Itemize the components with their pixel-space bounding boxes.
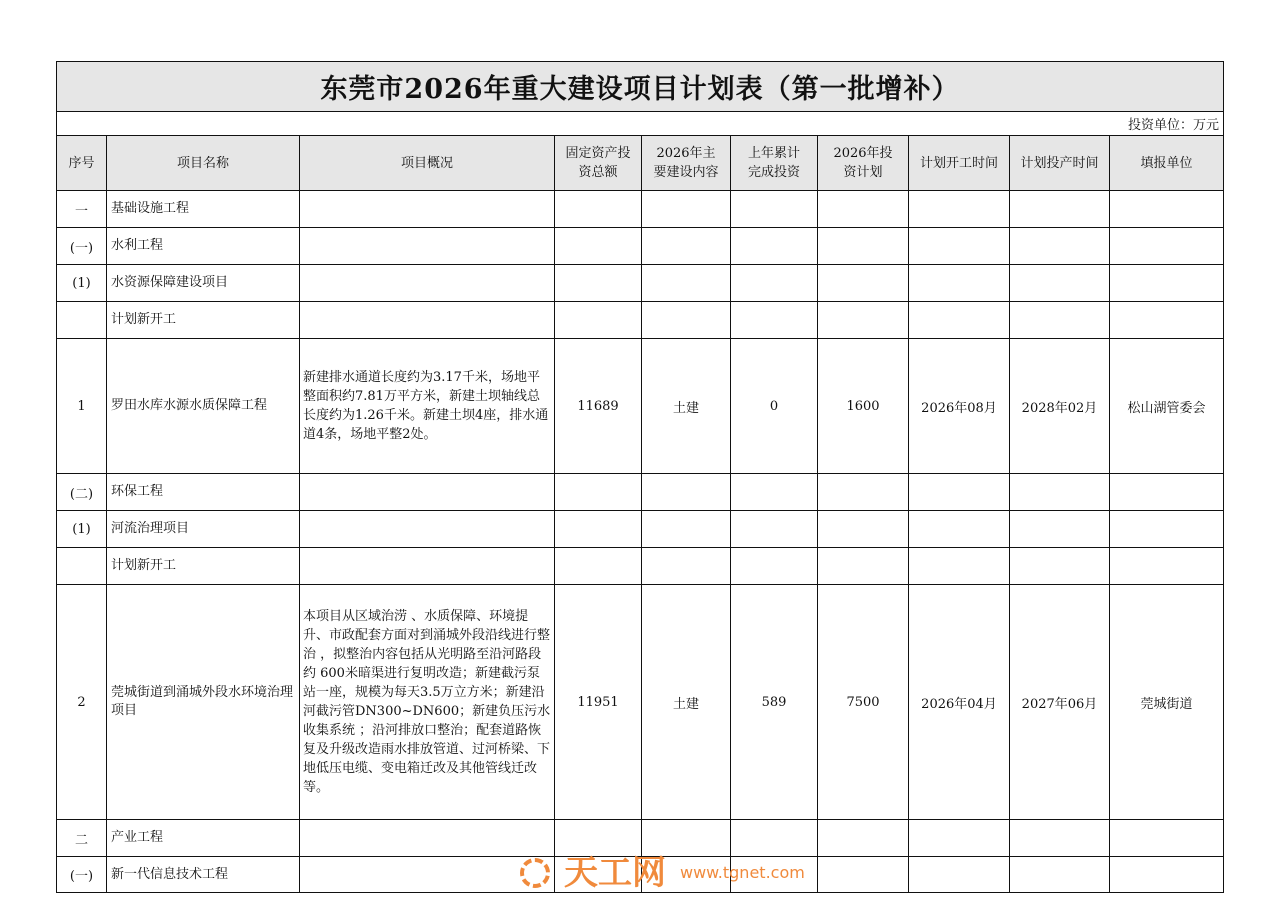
header-cell: 项目名称 bbox=[107, 136, 300, 191]
cell-name: 水利工程 bbox=[107, 228, 300, 265]
cell-total bbox=[555, 511, 642, 548]
cell-no: 二 bbox=[57, 820, 107, 857]
cell-unit: 莞城街道 bbox=[1110, 585, 1224, 820]
cell-content bbox=[642, 191, 731, 228]
cell-plan bbox=[818, 265, 909, 302]
cell-prev bbox=[731, 548, 818, 585]
header-cell: 计划投产时间 bbox=[1010, 136, 1110, 191]
cell-start bbox=[909, 857, 1010, 893]
table-row bbox=[57, 474, 1224, 511]
header-cell: 固定资产投资总额 bbox=[555, 136, 642, 191]
cell-desc bbox=[300, 191, 555, 228]
cell-total bbox=[555, 548, 642, 585]
cell-total bbox=[555, 857, 642, 893]
cell-unit bbox=[1110, 511, 1224, 548]
cell-end bbox=[1010, 474, 1110, 511]
cell-unit bbox=[1110, 228, 1224, 265]
watermark-brand: 天工网 bbox=[564, 853, 666, 893]
cell-desc bbox=[300, 302, 555, 339]
cell-no: (二) bbox=[57, 474, 107, 511]
cell-no: (一) bbox=[57, 228, 107, 265]
cell-end bbox=[1010, 857, 1110, 893]
cell-desc: 新建排水通道长度约为3.17千米，场地平整面积约7.81万平方米，新建土坝轴线总长度约为1.26千米。新建土坝4座，排水通道4条，场地平整2处。 bbox=[300, 339, 555, 474]
cell-name: 产业工程 bbox=[107, 820, 300, 857]
cell-start bbox=[909, 548, 1010, 585]
cell-prev bbox=[731, 820, 818, 857]
cell-unit bbox=[1110, 474, 1224, 511]
cell-plan bbox=[818, 548, 909, 585]
cell-start bbox=[909, 511, 1010, 548]
cell-name: 罗田水库水源水质保障工程 bbox=[107, 339, 300, 474]
cell-no: 一 bbox=[57, 191, 107, 228]
cell-total bbox=[555, 302, 642, 339]
cell-unit: 松山湖管委会 bbox=[1110, 339, 1224, 474]
cell-no bbox=[57, 302, 107, 339]
table-row bbox=[57, 548, 1224, 585]
cell-total bbox=[555, 228, 642, 265]
cell-content bbox=[642, 511, 731, 548]
cell-unit bbox=[1110, 548, 1224, 585]
cell-total bbox=[555, 820, 642, 857]
table-row bbox=[57, 228, 1224, 265]
cell-content bbox=[642, 820, 731, 857]
table-row bbox=[57, 265, 1224, 302]
project-plan-table bbox=[56, 61, 1224, 893]
cell-content bbox=[642, 474, 731, 511]
cell-content bbox=[642, 302, 731, 339]
cell-plan bbox=[818, 228, 909, 265]
cell-start bbox=[909, 265, 1010, 302]
cell-end bbox=[1010, 820, 1110, 857]
header-cell: 序号 bbox=[57, 136, 107, 191]
cell-end bbox=[1010, 548, 1110, 585]
cell-prev bbox=[731, 857, 818, 893]
cell-end bbox=[1010, 511, 1110, 548]
table-row bbox=[57, 820, 1224, 857]
cell-content: 土建 bbox=[642, 339, 731, 474]
header-cell: 填报单位 bbox=[1110, 136, 1224, 191]
cell-start bbox=[909, 820, 1010, 857]
cell-total bbox=[555, 191, 642, 228]
cell-end bbox=[1010, 302, 1110, 339]
cell-content bbox=[642, 548, 731, 585]
cell-plan: 7500 bbox=[818, 585, 909, 820]
cell-no: (1) bbox=[57, 511, 107, 548]
cell-plan: 1600 bbox=[818, 339, 909, 474]
cell-prev bbox=[731, 228, 818, 265]
cell-end bbox=[1010, 191, 1110, 228]
cell-unit bbox=[1110, 302, 1224, 339]
cell-desc bbox=[300, 228, 555, 265]
cell-name: 环保工程 bbox=[107, 474, 300, 511]
table-row bbox=[57, 511, 1224, 548]
cell-unit bbox=[1110, 820, 1224, 857]
table-row bbox=[57, 191, 1224, 228]
header-cell: 项目概况 bbox=[300, 136, 555, 191]
cell-unit bbox=[1110, 265, 1224, 302]
cell-name: 水资源保障建设项目 bbox=[107, 265, 300, 302]
cell-prev bbox=[731, 474, 818, 511]
cell-end: 2027年06月 bbox=[1010, 585, 1110, 820]
header-cell: 2026年投资计划 bbox=[818, 136, 909, 191]
investment-unit: 投资单位：万元 bbox=[57, 112, 1224, 136]
cell-plan bbox=[818, 820, 909, 857]
cell-start: 2026年04月 bbox=[909, 585, 1010, 820]
cell-start bbox=[909, 191, 1010, 228]
cell-end bbox=[1010, 265, 1110, 302]
cell-content bbox=[642, 228, 731, 265]
cell-name: 计划新开工 bbox=[107, 302, 300, 339]
cell-name: 河流治理项目 bbox=[107, 511, 300, 548]
cell-total: 11689 bbox=[555, 339, 642, 474]
cell-start bbox=[909, 474, 1010, 511]
cell-end bbox=[1010, 228, 1110, 265]
cell-unit bbox=[1110, 857, 1224, 893]
cell-plan bbox=[818, 474, 909, 511]
table-row bbox=[57, 302, 1224, 339]
cell-prev: 589 bbox=[731, 585, 818, 820]
cell-desc bbox=[300, 511, 555, 548]
cell-total bbox=[555, 265, 642, 302]
cell-no: 2 bbox=[57, 585, 107, 820]
cell-prev: 0 bbox=[731, 339, 818, 474]
header-cell: 计划开工时间 bbox=[909, 136, 1010, 191]
cell-desc bbox=[300, 265, 555, 302]
cell-no: (一) bbox=[57, 857, 107, 893]
header-row bbox=[57, 136, 1224, 191]
cell-total: 11951 bbox=[555, 585, 642, 820]
cell-desc bbox=[300, 474, 555, 511]
cell-content: 土建 bbox=[642, 585, 731, 820]
cell-content bbox=[642, 857, 731, 893]
cell-start bbox=[909, 302, 1010, 339]
cell-plan bbox=[818, 857, 909, 893]
table-row bbox=[57, 585, 1224, 820]
header-cell: 上年累计完成投资 bbox=[731, 136, 818, 191]
cell-name: 莞城街道到涌城外段水环境治理项目 bbox=[107, 585, 300, 820]
cell-name: 新一代信息技术工程 bbox=[107, 857, 300, 893]
cell-total bbox=[555, 474, 642, 511]
cell-no: (1) bbox=[57, 265, 107, 302]
cell-content bbox=[642, 265, 731, 302]
cell-no bbox=[57, 548, 107, 585]
cell-desc bbox=[300, 857, 555, 893]
page-title: 东莞市2026年重大建设项目计划表（第一批增补） bbox=[57, 62, 1224, 112]
watermark-url: www.tgnet.com bbox=[680, 863, 805, 882]
cell-desc bbox=[300, 820, 555, 857]
header-cell: 2026年主要建设内容 bbox=[642, 136, 731, 191]
cell-name: 基础设施工程 bbox=[107, 191, 300, 228]
cell-prev bbox=[731, 302, 818, 339]
cell-plan bbox=[818, 511, 909, 548]
table-row bbox=[57, 339, 1224, 474]
cell-unit bbox=[1110, 191, 1224, 228]
cell-start: 2026年08月 bbox=[909, 339, 1010, 474]
cell-desc: 本项目从区域治涝 、水质保障、环境提升、市政配套方面对到涌城外段沿线进行整治 ，拟整治内容包括从光明路至沿河路段约 600米暗渠进行复明改造；新建截污泵站一座，规模为每天3.5万立方米；新建沿河截污管DN300~DN600；新建负压污水收集系统 ；沿河排放口整治；配套道路恢复及升级改造雨水排放管道、过河桥梁、下地低压电缆、变电箱迁改及其他管线迁改等。 bbox=[300, 585, 555, 820]
table-row bbox=[57, 857, 1224, 893]
cell-prev bbox=[731, 191, 818, 228]
cell-end: 2028年02月 bbox=[1010, 339, 1110, 474]
cell-no: 1 bbox=[57, 339, 107, 474]
cell-prev bbox=[731, 511, 818, 548]
cell-start bbox=[909, 228, 1010, 265]
cell-name: 计划新开工 bbox=[107, 548, 300, 585]
cell-desc bbox=[300, 548, 555, 585]
cell-plan bbox=[818, 191, 909, 228]
cell-prev bbox=[731, 265, 818, 302]
cell-plan bbox=[818, 302, 909, 339]
